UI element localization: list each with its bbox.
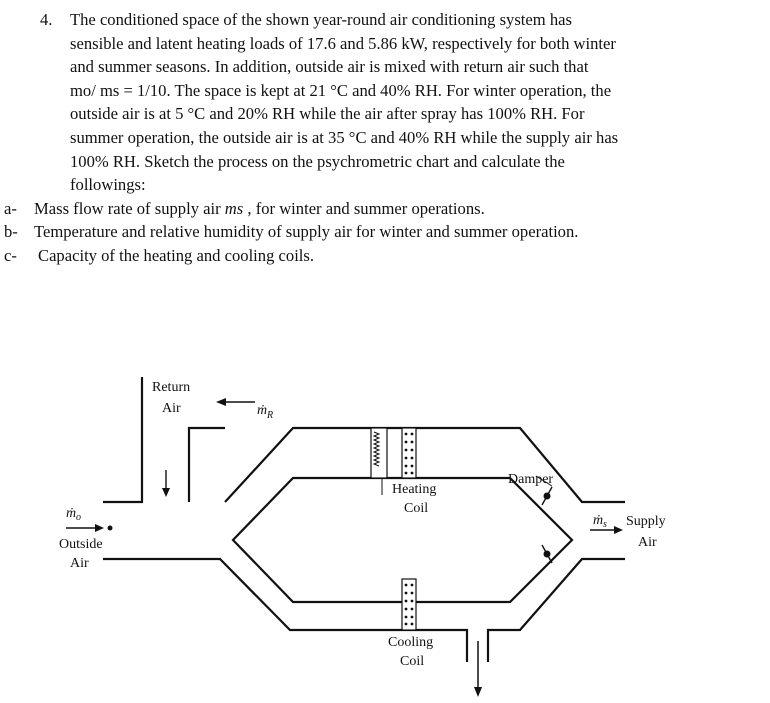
problem-line-0: 4. The conditioned space of the shown year-round air conditioning system has — [40, 8, 700, 32]
return-air-label-1: Return — [152, 380, 191, 395]
return-air-label-2: Air — [162, 401, 181, 416]
cooling-coil-label-2: Coil — [400, 654, 425, 669]
problem-line-7: followings: — [70, 175, 146, 195]
heating-coil-label-1: Heating — [392, 482, 437, 497]
cooling-coil-graphic — [402, 579, 416, 630]
problem-line-2: and summer seasons. In addition, outside air is mixed with return air such that — [70, 57, 589, 77]
m-r-subscript: R — [267, 410, 274, 421]
outside-air-label-2: Air — [70, 556, 89, 571]
damper-graphics — [536, 476, 552, 563]
problem-number: 4. — [40, 10, 53, 29]
m-o-symbol: ṁ — [66, 506, 77, 521]
question-item-b: b- Temperature and relative humidity of supply air for winter and summer operation. — [4, 222, 579, 242]
supply-air-label-1: Supply — [626, 514, 666, 529]
outside-air-label-1: Outside — [59, 537, 103, 552]
flow-arrows — [66, 398, 623, 534]
question-item-a: a- Mass flow rate of supply air ms , for winter and summer operations. — [4, 198, 485, 218]
heating-coil-label-2: Coil — [404, 501, 429, 516]
problem-line-4: outside air is at 5 °C and 20% RH while the air after spray has 100% RH. For — [70, 104, 585, 124]
cooling-coil-label-1: Cooling — [388, 635, 434, 650]
problem-line-3: mo/ ms = 1/10. The space is kept at 21 °C and 40% RH. For winter operation, the — [70, 80, 612, 100]
question-item-c: c- Capacity of the heating and cooling coils. — [4, 245, 315, 265]
supply-air-label-2: Air — [638, 535, 657, 550]
m-s-symbol: ṁ — [593, 513, 604, 528]
m-s-subscript: s — [603, 519, 607, 530]
m-r-symbol: ṁ — [257, 403, 268, 418]
m-o-subscript: o — [76, 512, 81, 523]
problem-line-1: sensible and latent heating loads of 17.6 and 5.86 kW, respectively for both winter — [70, 33, 616, 53]
duct-outline — [103, 377, 625, 697]
problem-line-6: 100% RH. Sketch the process on the psychrometric chart and calculate the — [70, 151, 565, 171]
damper-label: Damper — [508, 472, 554, 487]
problem-line-5: summer operation, the outside air is at 35 °C and 40% RH while the supply air has — [70, 127, 619, 147]
